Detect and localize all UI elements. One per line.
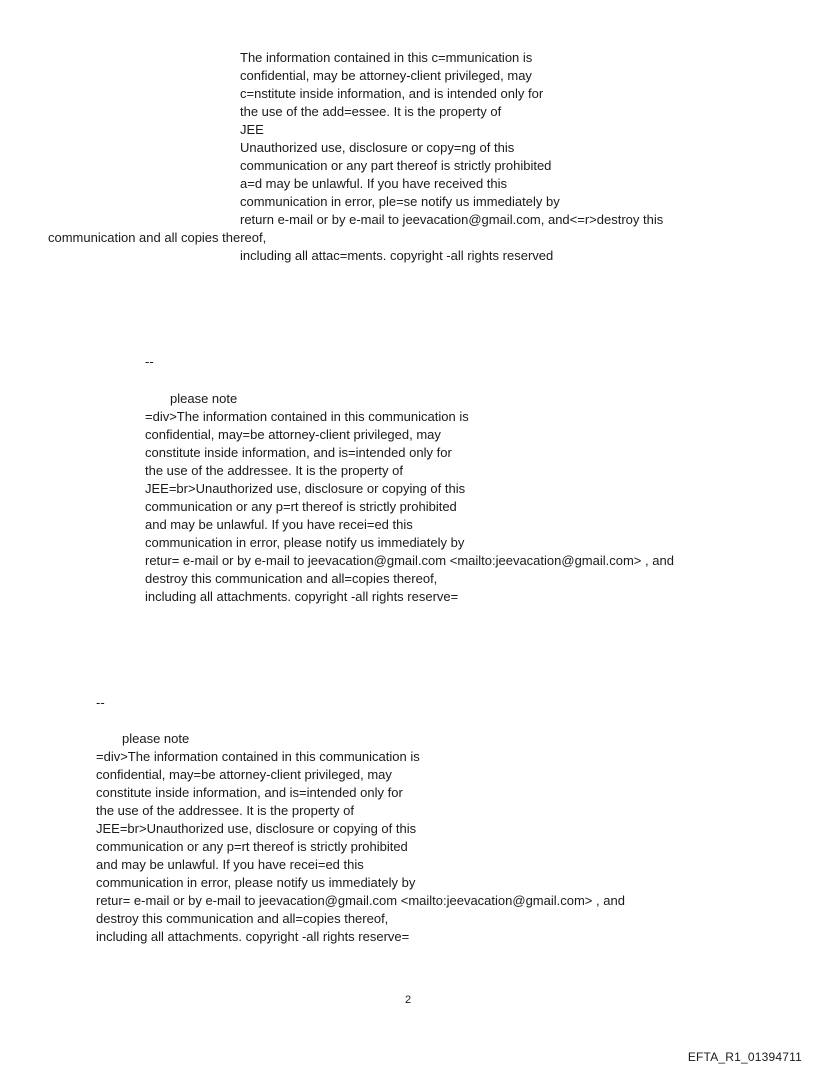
text-line: JEE=br>Unauthorized use, disclosure or copying of this	[96, 821, 417, 836]
text-line: including all attac=ments. copyright -all rights reserved	[240, 248, 554, 263]
text-line: confidential, may be attorney-client privileged, may	[240, 68, 532, 83]
text-line: constitute inside information, and is=intended only for	[145, 445, 452, 460]
text-line: and may be unlawful. If you have recei=ed this	[145, 517, 413, 532]
text-line: constitute inside information, and is=intended only for	[96, 785, 403, 800]
text-line: confidential, may=be attorney-client privileged, may	[145, 427, 441, 442]
text-line: c=nstitute inside information, and is intended only for	[240, 86, 544, 101]
text-line: communication or any part thereof is strictly prohibited	[240, 158, 552, 173]
text-line: return e-mail or by e-mail to jeevacation@gmail.com, and<=r>destroy this	[240, 212, 664, 227]
text-line: destroy this communication and all=copies thereof,	[96, 911, 389, 926]
text-line: Unauthorized use, disclosure or copy=ng of this	[240, 140, 515, 155]
text-line: the use of the addressee. It is the property of	[145, 463, 403, 478]
text-line: confidential, may=be attorney-client privileged, may	[96, 767, 392, 782]
text-line: a=d may be unlawful. If you have received this	[240, 176, 508, 191]
text-line: JEE	[240, 122, 264, 137]
separator: --	[145, 354, 154, 369]
text-line: and may be unlawful. If you have recei=ed this	[96, 857, 364, 872]
text-line: please note	[122, 731, 190, 746]
text-line: =div>The information contained in this communication is	[145, 409, 469, 424]
text-line: the use of the addressee. It is the property of	[96, 803, 354, 818]
text-line: retur= e-mail or by e-mail to jeevacation@gmail.com <mailto:jeevacation@gmail.com> , and	[96, 893, 625, 908]
text-line: retur= e-mail or by e-mail to jeevacation@gmail.com <mailto:jeevacation@gmail.com> , and	[145, 553, 674, 568]
text-line: communication or any p=rt thereof is strictly prohibited	[145, 499, 457, 514]
text-line: including all attachments. copyright -all rights reserve=	[145, 589, 459, 604]
text-line: communication in error, please notify us immediately by	[96, 875, 416, 890]
text-line: communication and all copies thereof,	[48, 230, 267, 245]
text-line: communication or any p=rt thereof is strictly prohibited	[96, 839, 408, 854]
text-line: JEE=br>Unauthorized use, disclosure or copying of this	[145, 481, 466, 496]
text-line: including all attachments. copyright -all rights reserve=	[96, 929, 410, 944]
bates-number: EFTA_R1_01394711	[687, 1050, 802, 1064]
text-line: destroy this communication and all=copies thereof,	[145, 571, 438, 586]
text-line: =div>The information contained in this communication is	[96, 749, 420, 764]
text-line: communication in error, ple=se notify us immediately by	[240, 194, 560, 209]
text-line: please note	[170, 391, 238, 406]
page-number: 2	[404, 994, 412, 1006]
text-line: The information contained in this c=mmunication is	[240, 50, 533, 65]
separator: --	[96, 695, 105, 710]
text-line: communication in error, please notify us immediately by	[145, 535, 465, 550]
text-line: the use of the add=essee. It is the property of	[240, 104, 502, 119]
